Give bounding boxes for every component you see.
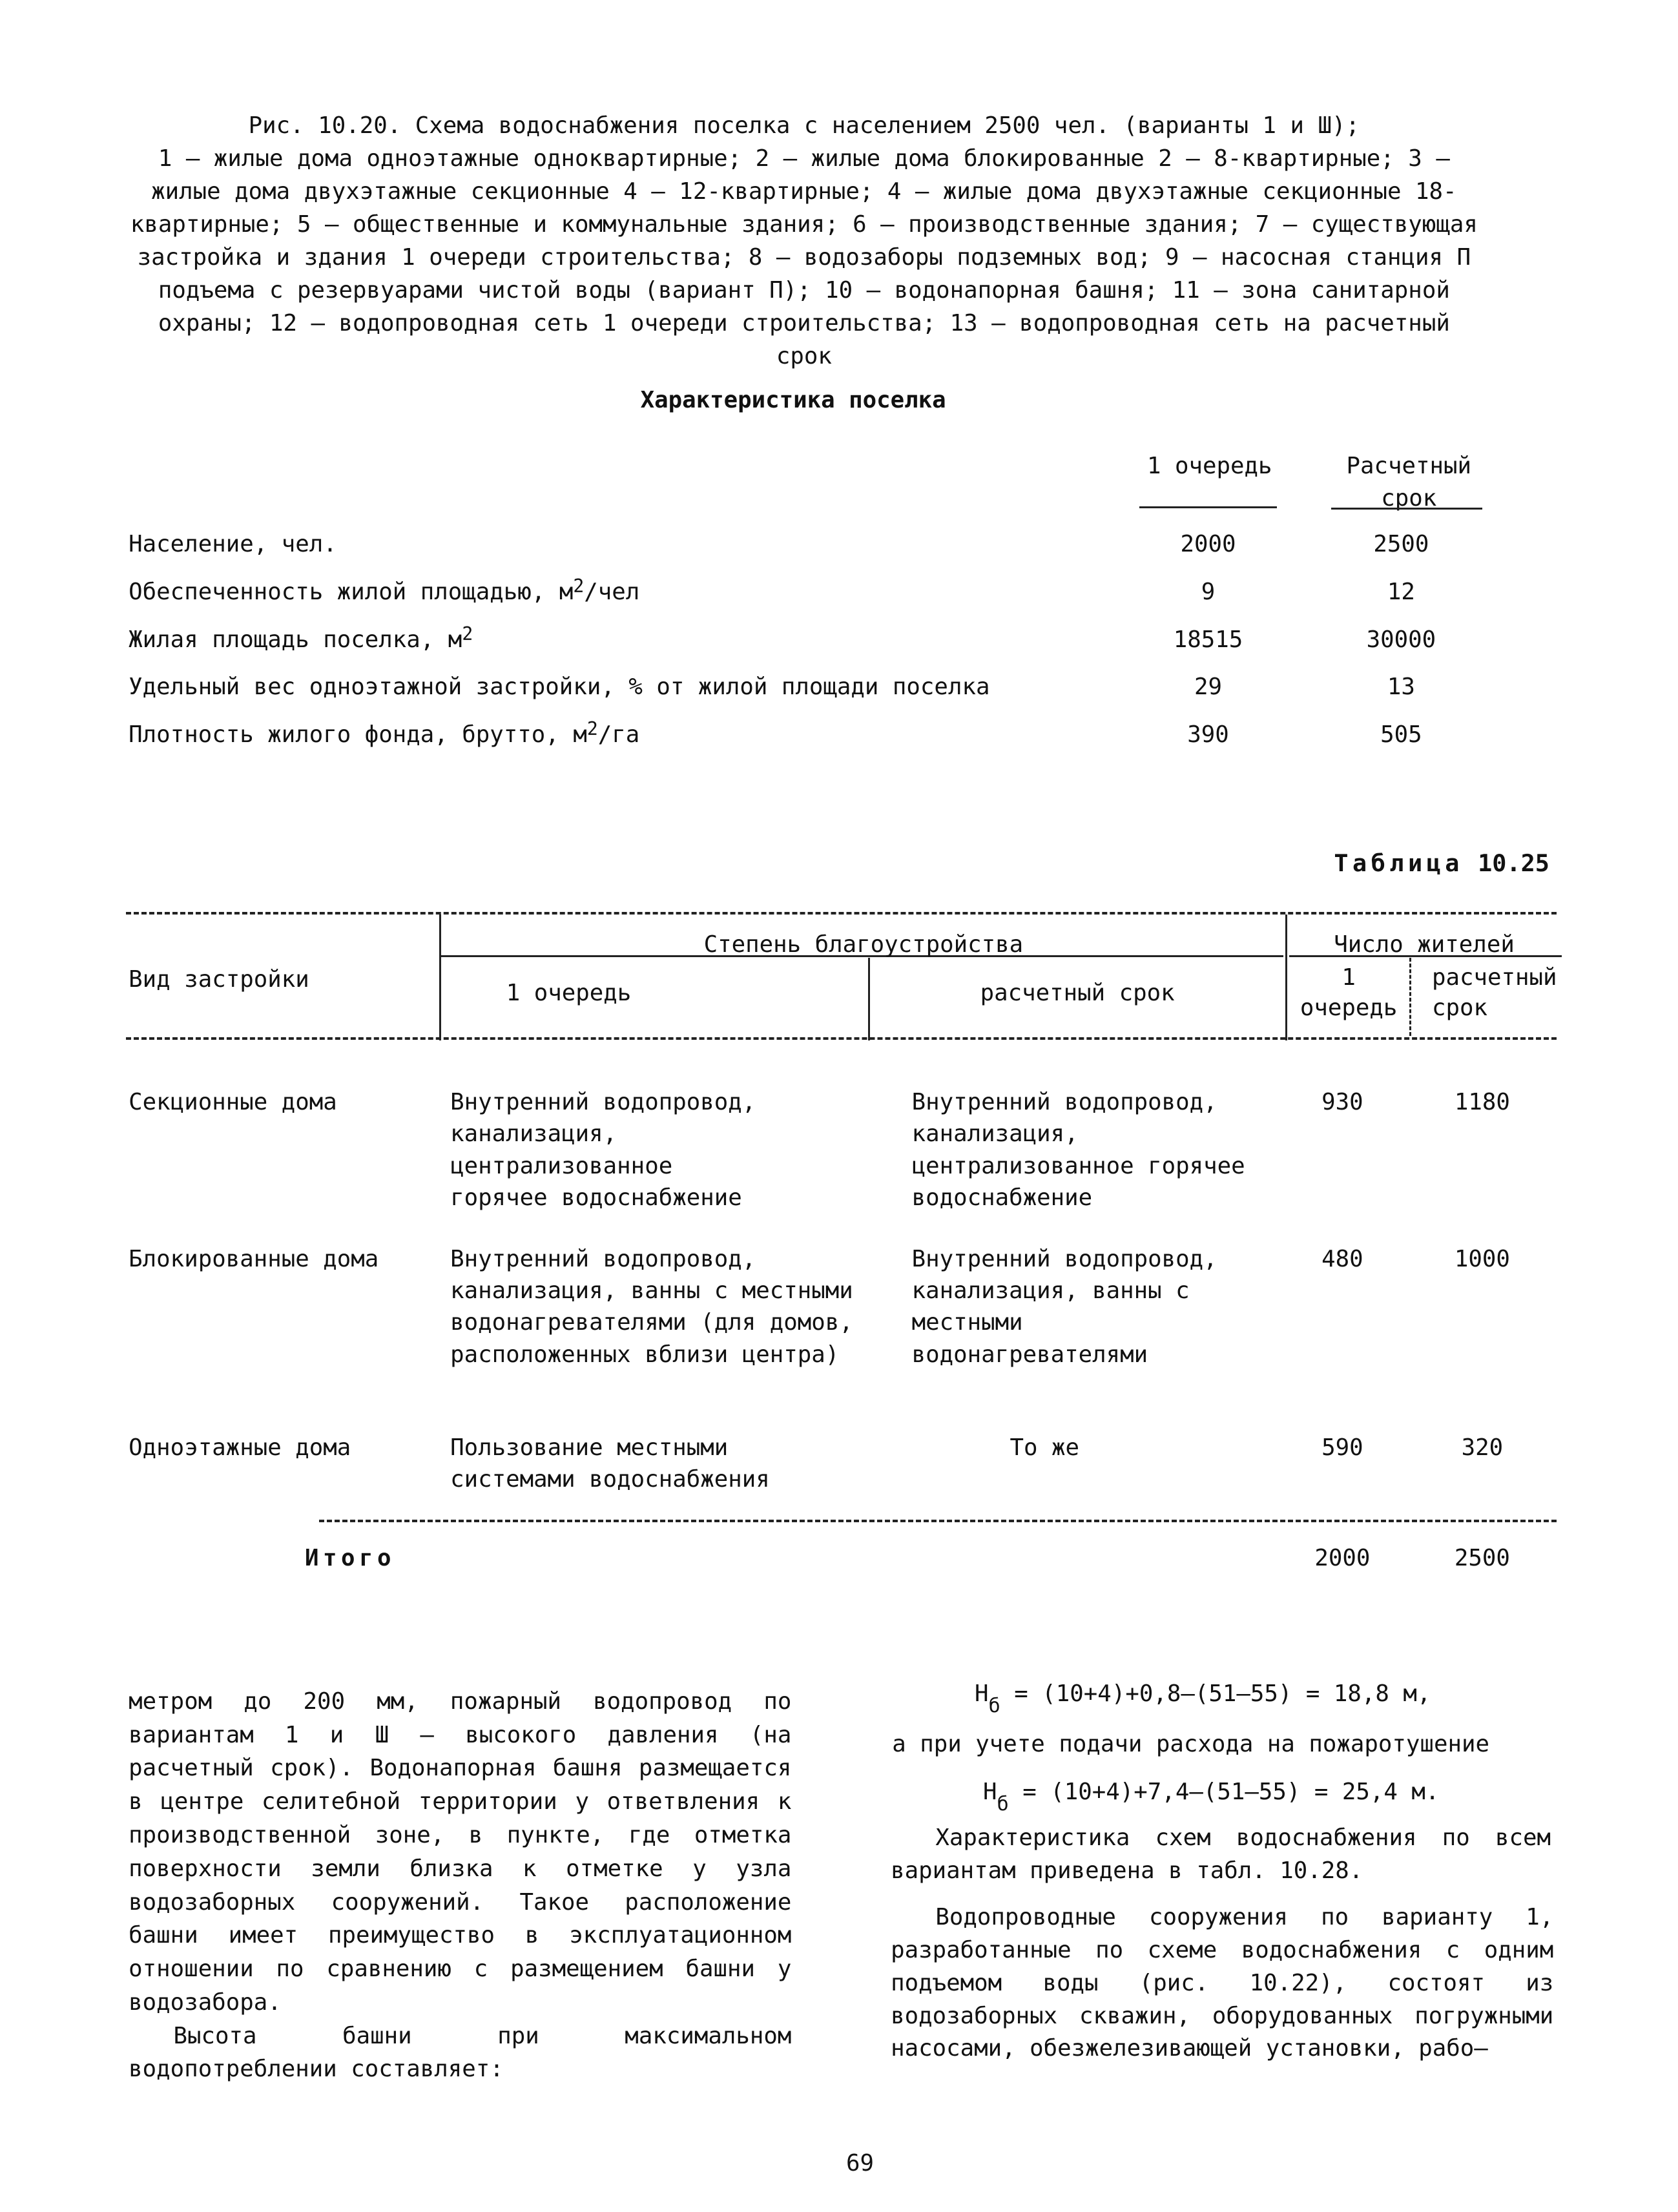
body-paragraph: Высота башни при максимальном водопотреблении составляет: xyxy=(129,2022,792,2083)
settlement-row-label: Население, чел. xyxy=(129,531,337,558)
table-label: Таблица 10.25 xyxy=(1334,849,1549,877)
col-header-amenities-target: расчетный срок xyxy=(980,980,1175,1007)
table-row-stage1: Пользование местными системами водоснабжения xyxy=(450,1434,770,1493)
settlement-row-label: Удельный вес одноэтажной застройки, % от жилой площади поселка xyxy=(129,674,990,701)
settlement-row-value-2: 12 xyxy=(1387,578,1415,605)
table-row-res-target: 1180 xyxy=(1454,1089,1510,1116)
col-header-building-type: Вид застройки xyxy=(129,966,309,993)
figure-caption-legend: 1 – жилые дома одноэтажные одноквартирные; 2 – жилые дома блокированные 2 – 8-квартирные; 3 – жилые дома двухэтажные секционные 4 – 12-квартирные; 4 – жилые дома двухэтажные секционные 18-квартирные; 5 – общественные и коммунальные здания; 6 – производственные здания; 7 – существующая застройка и здания 1 очереди строительства; 8 – водозаборы подземных вод; 9 – насосная станция П подъема с резервуарами чистой воды (вариант П); 10 – водонапорная башня; 11 – зона санитарной охраны; 12 – водопроводная сеть 1 очереди строительства; 13 – водопроводная сеть на расчетный срок xyxy=(130,145,1478,370)
table-row-target: Внутренний водопровод, канализация, централизованное горячее водоснабжение xyxy=(911,1089,1245,1212)
settlement-row-value-1: 390 xyxy=(1187,721,1229,748)
table-row-res-stage1: 930 xyxy=(1321,1089,1363,1116)
table-row-target: Внутренний водопровод, канализация, ванны с местными водонагревателями xyxy=(911,1245,1217,1368)
col-header-amenities: Степень благоустройства xyxy=(703,931,1024,958)
settlement-row-label: Жилая площадь поселка, $м^2$ xyxy=(129,623,473,653)
settlement-row-label: Обеспеченность жилой площадью, $м^2$/чел xyxy=(129,575,640,605)
settlement-row-value-2: 13 xyxy=(1387,674,1415,701)
table-total-stage1: 2000 xyxy=(1314,1544,1371,1571)
body-paragraph: а при учете подачи расхода на пожаротушение xyxy=(892,1730,1489,1757)
table-row-stage1: Внутренний водопровод, канализация, ванны с местными водонагревателями (для домов, расположенных вблизи центра) xyxy=(450,1245,853,1368)
table-row-res-target: 320 xyxy=(1461,1434,1504,1461)
formula-1: $Н_б = (10+4)+0,8-(51-55) = 18,8$ м, xyxy=(975,1680,1431,1718)
page-number: 69 xyxy=(845,2150,874,2177)
table-row-res-target: 1000 xyxy=(1454,1245,1510,1272)
settlement-row-value-1: 9 xyxy=(1201,578,1216,605)
table-row-target: То же xyxy=(1010,1434,1080,1461)
body-column-left xyxy=(129,1685,791,2086)
settlement-row-value-2: 2500 xyxy=(1373,531,1429,558)
table-row-res-stage1: 590 xyxy=(1321,1434,1363,1461)
settlement-row-value-2: 30000 xyxy=(1366,626,1436,653)
settlement-row-value-1: 29 xyxy=(1194,674,1223,701)
formula-2: $Н_б = (10+4)+7,4-(51-55) = 25,4$ м. xyxy=(982,1778,1440,1815)
table-total-label: Итого xyxy=(304,1544,395,1571)
col-header-residents-stage1: 1 очередь xyxy=(1300,964,1398,1022)
table-row-stage1: Внутренний водопровод, канализация, централизованное горячее водоснабжение xyxy=(450,1089,756,1212)
figure-caption xyxy=(126,109,1482,373)
settlement-row-value-2: 505 xyxy=(1380,721,1422,748)
body-paragraph: Водопроводные сооружения по варианту 1, разработанные по схеме водоснабжения с одним подъемом воды (рис. 10.22), состоят из водозаборных скважин, оборудованных погружными насосами, обезжелезивающей установки, рабо– xyxy=(891,1904,1554,2062)
col-header-stage1: 1 очередь xyxy=(1146,453,1272,480)
col-header-target: Расчетный срок xyxy=(1346,453,1471,512)
settlement-row-value-1: 2000 xyxy=(1180,531,1236,558)
table-row-res-stage1: 480 xyxy=(1321,1245,1363,1272)
body-paragraph: Характеристика схем водоснабжения по всем вариантам приведена в табл. 10.28. xyxy=(891,1824,1551,1884)
figure-caption-title: Рис. 10.20. Схема водоснабжения поселка с населением 2500 чел. (варианты 1 и Ш); xyxy=(248,112,1360,139)
table-row-type: Секционные дома xyxy=(129,1089,337,1116)
col-header-amenities-stage1: 1 очередь xyxy=(506,980,632,1007)
col-header-residents: Число жителей xyxy=(1334,931,1515,958)
settlement-row-label: Плотность жилого фонда, брутто, $м^2/га$ xyxy=(129,718,640,748)
table-row-type: Блокированные дома xyxy=(129,1245,379,1272)
body-paragraph: метром до 200 мм, пожарный водопровод по вариантам 1 и Ш – высокого давления (на расчетный срок). Водонапорная башня размещается в центре селитебной территории у ответвления к производственной зоне, в пункте, где отметка поверхности земли близка к отметке у узла водозаборных сооружений. Такое расположение башни имеет преимущество в эксплуатационном отношении по сравнению с размещением башни у водозабора. xyxy=(129,1688,792,2016)
settlement-heading: Характеристика поселка xyxy=(640,387,946,414)
table-total-target: 2500 xyxy=(1454,1544,1510,1571)
col-header-residents-target: расчетный срок xyxy=(1431,964,1557,1022)
table-row-type: Одноэтажные дома xyxy=(129,1434,351,1461)
settlement-row-value-1: 18515 xyxy=(1173,626,1243,653)
